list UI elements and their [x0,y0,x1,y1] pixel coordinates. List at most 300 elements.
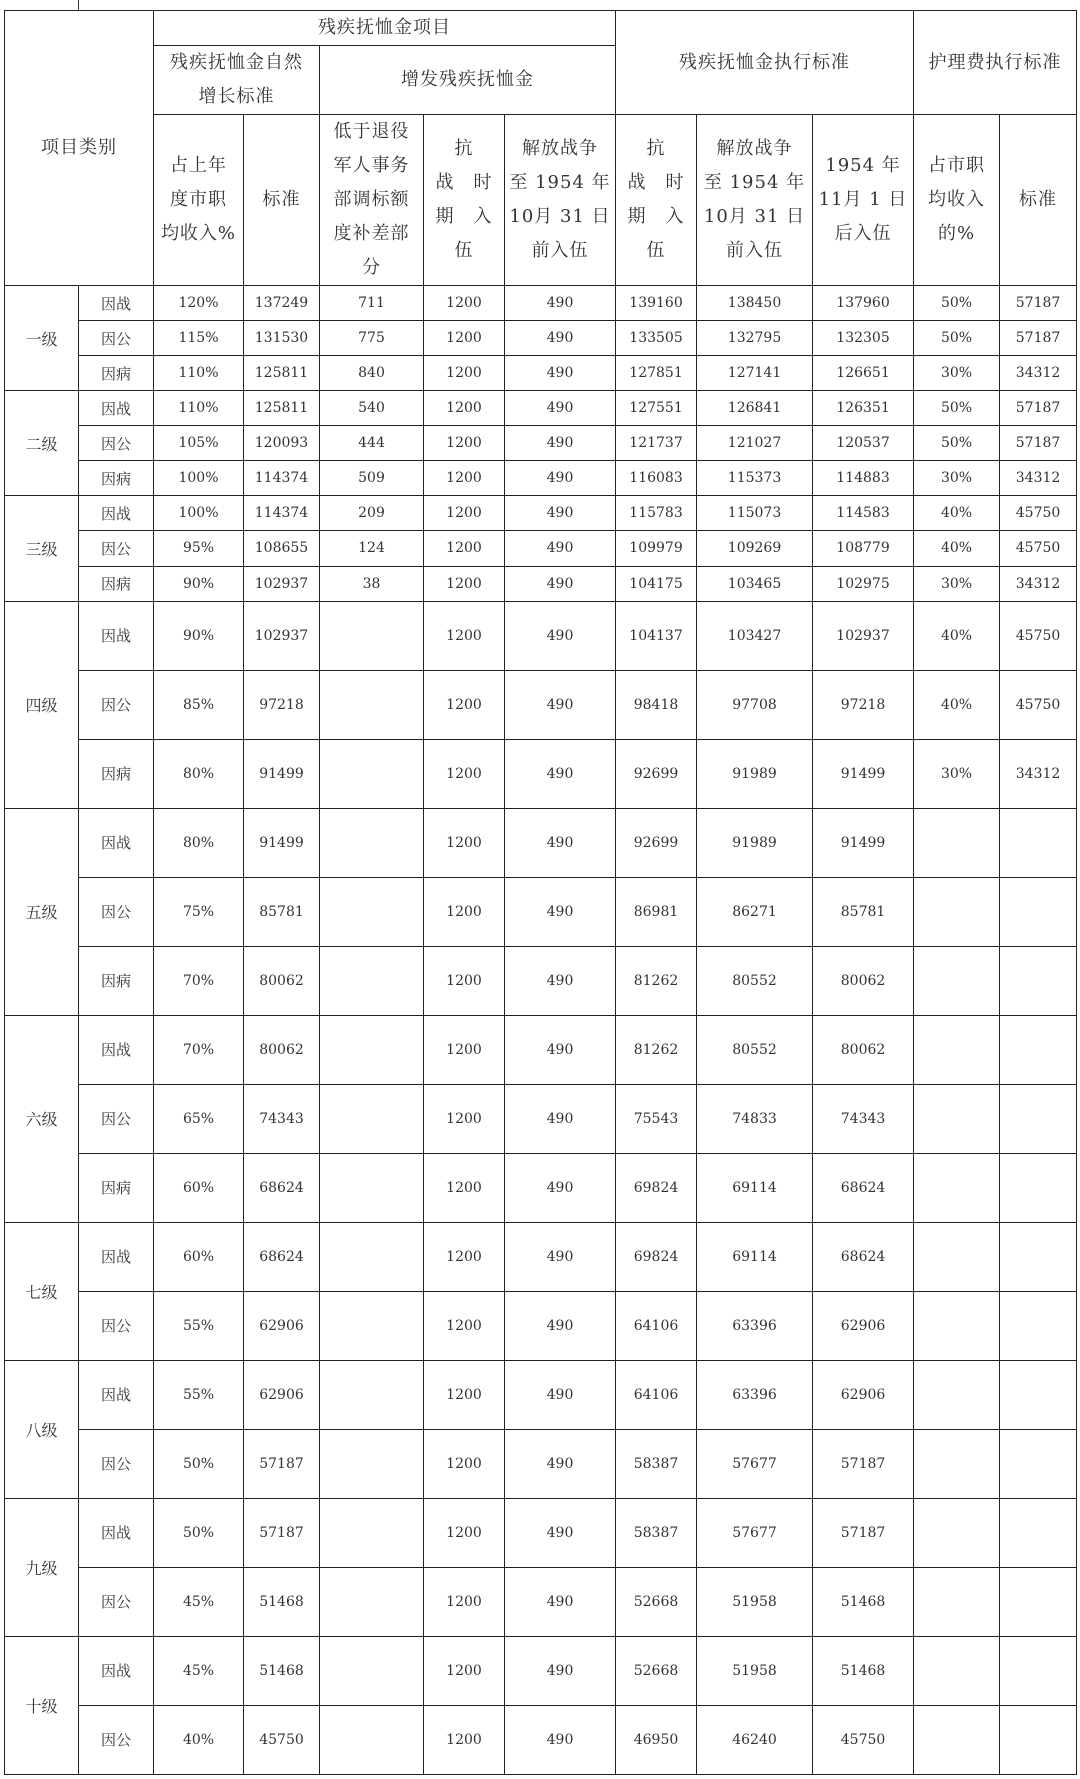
cell-anti-war: 1200 [424,1291,505,1360]
cell-liberation: 490 [505,1084,616,1153]
cell-exec-anti-war: 139160 [616,286,697,321]
cell-exec-after-1954: 51468 [813,1636,914,1705]
cell-exec-anti-war: 52668 [616,1636,697,1705]
cell-anti-war: 1200 [424,426,505,461]
cell-liberation: 490 [505,356,616,391]
cell-nursing-pct [914,946,1000,1015]
cell-exec-anti-war: 133505 [616,321,697,356]
table-row [5,1498,1077,1567]
cell-liberation: 490 [505,391,616,426]
cell-pct: 90% [154,566,244,601]
table-row [5,531,1077,566]
cell-nursing-pct [914,877,1000,946]
grade-cell: 五级 [5,808,79,1015]
cell-anti-war: 1200 [424,531,505,566]
cell-exec-liberation: 57677 [697,1498,813,1567]
grade-cell: 六级 [5,1015,79,1222]
cell-exec-anti-war: 92699 [616,808,697,877]
cell-nursing-std [1000,1498,1077,1567]
cause-cell: 因公 [79,1705,154,1774]
cell-exec-liberation: 51958 [697,1567,813,1636]
header-pension-items: 残疾抚恤金项目 [154,11,616,46]
table-row [5,1222,1077,1291]
cell-standard: 57187 [244,1498,320,1567]
cell-nursing-pct [914,1636,1000,1705]
header-below-adjust: 低于退役 军人事务 部调标额 度补差部 分 [320,115,424,286]
cell-anti-war: 1200 [424,356,505,391]
cell-anti-war: 1200 [424,1567,505,1636]
grade-cell: 九级 [5,1498,79,1636]
cause-cell: 因病 [79,356,154,391]
cell-exec-after-1954: 126651 [813,356,914,391]
cell-nursing-std [1000,946,1077,1015]
cell-exec-anti-war: 81262 [616,946,697,1015]
cell-pct: 55% [154,1291,244,1360]
cell-exec-anti-war: 58387 [616,1429,697,1498]
cause-cell: 因战 [79,808,154,877]
cell-exec-liberation: 103465 [697,566,813,601]
cell-standard: 91499 [244,739,320,808]
cell-below-adjust [320,670,424,739]
table-row [5,1291,1077,1360]
cell-standard: 91499 [244,808,320,877]
cell-exec-liberation: 80552 [697,1015,813,1084]
cell-exec-liberation: 138450 [697,286,813,321]
cell-anti-war: 1200 [424,739,505,808]
cell-nursing-std [1000,1636,1077,1705]
cause-cell: 因战 [79,496,154,531]
crop-mark [78,0,79,10]
header-natural-growth: 残疾抚恤金自然 增长标准 [154,46,320,115]
cause-cell: 因战 [79,1360,154,1429]
cell-standard: 102937 [244,601,320,670]
cell-nursing-pct [914,1567,1000,1636]
header-anti-war: 抗 战 时 期 入 伍 [424,115,505,286]
cell-exec-after-1954: 51468 [813,1567,914,1636]
table-row [5,601,1077,670]
cell-pct: 60% [154,1222,244,1291]
cell-below-adjust: 711 [320,286,424,321]
cell-exec-anti-war: 104175 [616,566,697,601]
cell-exec-after-1954: 108779 [813,531,914,566]
cell-exec-after-1954: 62906 [813,1360,914,1429]
cell-nursing-std [1000,1567,1077,1636]
table-row [5,391,1077,426]
cell-anti-war: 1200 [424,1705,505,1774]
cell-liberation: 490 [505,321,616,356]
cell-exec-liberation: 97708 [697,670,813,739]
cell-liberation: 490 [505,1429,616,1498]
cell-below-adjust [320,1084,424,1153]
cell-anti-war: 1200 [424,670,505,739]
cell-pct: 105% [154,426,244,461]
cell-below-adjust: 38 [320,566,424,601]
cell-exec-anti-war: 64106 [616,1291,697,1360]
cell-exec-anti-war: 127851 [616,356,697,391]
cell-exec-after-1954: 91499 [813,808,914,877]
cell-anti-war: 1200 [424,321,505,356]
table-row [5,1084,1077,1153]
cell-liberation: 490 [505,946,616,1015]
cell-pct: 110% [154,391,244,426]
cell-liberation: 490 [505,877,616,946]
table-row [5,566,1077,601]
cell-liberation: 490 [505,496,616,531]
cause-cell: 因战 [79,286,154,321]
cell-exec-after-1954: 80062 [813,1015,914,1084]
cell-standard: 85781 [244,877,320,946]
cell-nursing-pct: 40% [914,531,1000,566]
cell-below-adjust [320,1015,424,1084]
header-exec-anti-war: 抗 战 时 期 入 伍 [616,115,697,286]
cell-exec-after-1954: 102937 [813,601,914,670]
cause-cell: 因公 [79,670,154,739]
table-row [5,426,1077,461]
cell-exec-anti-war: 52668 [616,1567,697,1636]
cell-anti-war: 1200 [424,391,505,426]
cell-nursing-pct: 30% [914,739,1000,808]
header-liberation: 解放战争 至 1954 年 10月 31 日 前入伍 [505,115,616,286]
cell-exec-after-1954: 85781 [813,877,914,946]
cell-standard: 114374 [244,461,320,496]
cell-exec-anti-war: 127551 [616,391,697,426]
cell-below-adjust [320,1222,424,1291]
cell-anti-war: 1200 [424,496,505,531]
header-row-1 [5,11,1077,46]
cell-below-adjust [320,1567,424,1636]
cell-below-adjust [320,946,424,1015]
cell-below-adjust: 840 [320,356,424,391]
cell-nursing-pct: 30% [914,356,1000,391]
cell-liberation: 490 [505,1636,616,1705]
cell-exec-liberation: 91989 [697,808,813,877]
cell-liberation: 490 [505,670,616,739]
cell-exec-after-1954: 114883 [813,461,914,496]
cell-nursing-std [1000,1015,1077,1084]
cause-cell: 因战 [79,391,154,426]
cell-exec-after-1954: 57187 [813,1498,914,1567]
cell-pct: 55% [154,1360,244,1429]
cell-standard: 57187 [244,1429,320,1498]
table-row [5,321,1077,356]
header-pct-prev-year: 占上年 度市职 均收入% [154,115,244,286]
cell-exec-liberation: 91989 [697,739,813,808]
table-row [5,877,1077,946]
header-after-1954: 1954 年 11月 1 日 后入伍 [813,115,914,286]
cell-nursing-std: 45750 [1000,670,1077,739]
cell-nursing-pct [914,1153,1000,1222]
cell-exec-liberation: 69114 [697,1153,813,1222]
cell-exec-after-1954: 102975 [813,566,914,601]
cell-anti-war: 1200 [424,808,505,877]
cell-exec-liberation: 115373 [697,461,813,496]
cell-nursing-pct: 40% [914,601,1000,670]
cell-liberation: 490 [505,566,616,601]
cell-nursing-std: 45750 [1000,531,1077,566]
cell-pct: 110% [154,356,244,391]
cell-liberation: 490 [505,601,616,670]
cell-below-adjust: 444 [320,426,424,461]
cell-standard: 51468 [244,1636,320,1705]
cell-standard: 114374 [244,496,320,531]
cell-nursing-std: 45750 [1000,496,1077,531]
cell-nursing-std [1000,1705,1077,1774]
cell-liberation: 490 [505,808,616,877]
cell-below-adjust [320,739,424,808]
cell-exec-anti-war: 64106 [616,1360,697,1429]
cell-exec-liberation: 103427 [697,601,813,670]
cell-below-adjust [320,1636,424,1705]
cell-exec-liberation: 121027 [697,426,813,461]
cell-anti-war: 1200 [424,601,505,670]
cell-exec-liberation: 127141 [697,356,813,391]
cell-nursing-std: 34312 [1000,461,1077,496]
cell-nursing-pct: 50% [914,321,1000,356]
table-row [5,739,1077,808]
table-row [5,461,1077,496]
cell-exec-after-1954: 137960 [813,286,914,321]
cell-below-adjust: 540 [320,391,424,426]
cell-liberation: 490 [505,1222,616,1291]
table-row [5,808,1077,877]
cell-anti-war: 1200 [424,877,505,946]
table-row [5,670,1077,739]
cell-anti-war: 1200 [424,286,505,321]
cell-nursing-std: 34312 [1000,566,1077,601]
cause-cell: 因公 [79,1429,154,1498]
cell-exec-after-1954: 62906 [813,1291,914,1360]
cell-exec-after-1954: 68624 [813,1153,914,1222]
cell-pct: 75% [154,877,244,946]
table-row [5,286,1077,321]
cell-nursing-std [1000,1429,1077,1498]
cell-exec-anti-war: 81262 [616,1015,697,1084]
cell-exec-after-1954: 80062 [813,946,914,1015]
cell-exec-liberation: 63396 [697,1360,813,1429]
cell-exec-anti-war: 92699 [616,739,697,808]
cell-nursing-std: 45750 [1000,601,1077,670]
cell-anti-war: 1200 [424,1429,505,1498]
cause-cell: 因战 [79,1015,154,1084]
header-exec-standard: 残疾抚恤金执行标准 [616,11,914,115]
cell-pct: 115% [154,321,244,356]
cell-liberation: 490 [505,1153,616,1222]
cell-exec-anti-war: 116083 [616,461,697,496]
cell-exec-after-1954: 91499 [813,739,914,808]
cell-exec-liberation: 46240 [697,1705,813,1774]
table-row [5,1567,1077,1636]
cell-standard: 80062 [244,1015,320,1084]
cell-pct: 95% [154,531,244,566]
cell-liberation: 490 [505,1291,616,1360]
cell-nursing-pct: 50% [914,391,1000,426]
cell-exec-after-1954: 45750 [813,1705,914,1774]
cell-anti-war: 1200 [424,1360,505,1429]
cell-below-adjust: 209 [320,496,424,531]
cell-standard: 62906 [244,1360,320,1429]
cause-cell: 因公 [79,426,154,461]
cell-pct: 70% [154,946,244,1015]
table-row [5,356,1077,391]
cell-nursing-pct [914,1498,1000,1567]
cell-standard: 125811 [244,391,320,426]
cell-nursing-pct [914,1429,1000,1498]
cause-cell: 因公 [79,321,154,356]
cell-anti-war: 1200 [424,566,505,601]
grade-cell: 四级 [5,601,79,808]
table-body [5,286,1077,1775]
cell-exec-after-1954: 97218 [813,670,914,739]
cell-below-adjust [320,1291,424,1360]
cell-standard: 80062 [244,946,320,1015]
cell-exec-anti-war: 121737 [616,426,697,461]
cell-anti-war: 1200 [424,1636,505,1705]
cell-nursing-pct [914,1015,1000,1084]
cell-pct: 40% [154,1705,244,1774]
cell-pct: 100% [154,496,244,531]
cause-cell: 因公 [79,531,154,566]
cell-nursing-pct: 30% [914,461,1000,496]
header-nursing-pct: 占市职 均收入 的% [914,115,1000,286]
table-row [5,1705,1077,1774]
cell-exec-liberation: 109269 [697,531,813,566]
cause-cell: 因病 [79,1153,154,1222]
cell-exec-anti-war: 98418 [616,670,697,739]
cell-nursing-pct: 40% [914,670,1000,739]
cell-nursing-pct: 50% [914,286,1000,321]
cell-liberation: 490 [505,739,616,808]
cell-pct: 65% [154,1084,244,1153]
cell-pct: 45% [154,1636,244,1705]
grade-cell: 一级 [5,286,79,391]
header-row-3 [5,115,1077,286]
cell-standard: 97218 [244,670,320,739]
cell-nursing-std [1000,1084,1077,1153]
cell-liberation: 490 [505,1705,616,1774]
cell-exec-after-1954: 68624 [813,1222,914,1291]
cell-liberation: 490 [505,426,616,461]
table-row [5,496,1077,531]
cell-below-adjust [320,1498,424,1567]
cell-standard: 131530 [244,321,320,356]
cell-anti-war: 1200 [424,1153,505,1222]
cell-liberation: 490 [505,286,616,321]
header-nursing-standard: 护理费执行标准 [914,11,1077,115]
cell-below-adjust [320,808,424,877]
cell-nursing-pct: 50% [914,426,1000,461]
cell-anti-war: 1200 [424,1084,505,1153]
cell-below-adjust [320,1360,424,1429]
cell-anti-war: 1200 [424,1015,505,1084]
cell-exec-liberation: 57677 [697,1429,813,1498]
cell-liberation: 490 [505,1567,616,1636]
cause-cell: 因病 [79,739,154,808]
cause-cell: 因战 [79,1636,154,1705]
cell-below-adjust: 124 [320,531,424,566]
cell-anti-war: 1200 [424,461,505,496]
grade-cell: 三级 [5,496,79,601]
cause-cell: 因战 [79,1222,154,1291]
cell-anti-war: 1200 [424,1498,505,1567]
cell-exec-liberation: 115073 [697,496,813,531]
cell-standard: 68624 [244,1222,320,1291]
pension-standard-table [4,10,1077,1775]
header-category: 项目类别 [5,11,154,286]
cell-below-adjust [320,1153,424,1222]
cell-below-adjust: 775 [320,321,424,356]
cell-nursing-std [1000,1291,1077,1360]
cell-standard: 74343 [244,1084,320,1153]
grade-cell: 八级 [5,1360,79,1498]
cell-below-adjust [320,601,424,670]
cell-exec-anti-war: 109979 [616,531,697,566]
cell-exec-liberation: 80552 [697,946,813,1015]
cell-below-adjust [320,877,424,946]
cell-anti-war: 1200 [424,1222,505,1291]
table-row [5,1429,1077,1498]
cell-exec-anti-war: 46950 [616,1705,697,1774]
cell-exec-liberation: 86271 [697,877,813,946]
cell-exec-anti-war: 75543 [616,1084,697,1153]
cell-nursing-std [1000,1360,1077,1429]
table-row [5,1153,1077,1222]
header-nursing-std: 标准 [1000,115,1077,286]
cause-cell: 因病 [79,461,154,496]
cell-exec-after-1954: 57187 [813,1429,914,1498]
cell-standard: 68624 [244,1153,320,1222]
cell-below-adjust: 509 [320,461,424,496]
cause-cell: 因公 [79,1291,154,1360]
cell-nursing-pct [914,808,1000,877]
cell-liberation: 490 [505,461,616,496]
grade-cell: 十级 [5,1636,79,1774]
cell-pct: 80% [154,808,244,877]
cell-nursing-pct [914,1360,1000,1429]
cell-pct: 85% [154,670,244,739]
cell-nursing-pct [914,1291,1000,1360]
cell-standard: 120093 [244,426,320,461]
table-row [5,1360,1077,1429]
cell-nursing-pct [914,1705,1000,1774]
cause-cell: 因公 [79,1084,154,1153]
cause-cell: 因病 [79,946,154,1015]
header-exec-liberation: 解放战争 至 1954 年 10月 31 日 前入伍 [697,115,813,286]
cell-standard: 51468 [244,1567,320,1636]
cell-exec-anti-war: 104137 [616,601,697,670]
cell-exec-after-1954: 126351 [813,391,914,426]
cause-cell: 因公 [79,1567,154,1636]
grade-cell: 二级 [5,391,79,496]
cell-nursing-std [1000,808,1077,877]
cell-exec-after-1954: 114583 [813,496,914,531]
cause-cell: 因战 [79,601,154,670]
cell-exec-liberation: 69114 [697,1222,813,1291]
cell-liberation: 490 [505,1498,616,1567]
cause-cell: 因公 [79,877,154,946]
cell-exec-anti-war: 86981 [616,877,697,946]
cell-nursing-std: 34312 [1000,356,1077,391]
cell-pct: 60% [154,1153,244,1222]
cause-cell: 因战 [79,1498,154,1567]
cell-standard: 137249 [244,286,320,321]
cell-exec-liberation: 126841 [697,391,813,426]
cell-liberation: 490 [505,1015,616,1084]
cell-nursing-std [1000,1222,1077,1291]
cell-nursing-std [1000,877,1077,946]
cell-nursing-std [1000,1153,1077,1222]
header-standard: 标准 [244,115,320,286]
cell-nursing-std: 57187 [1000,391,1077,426]
